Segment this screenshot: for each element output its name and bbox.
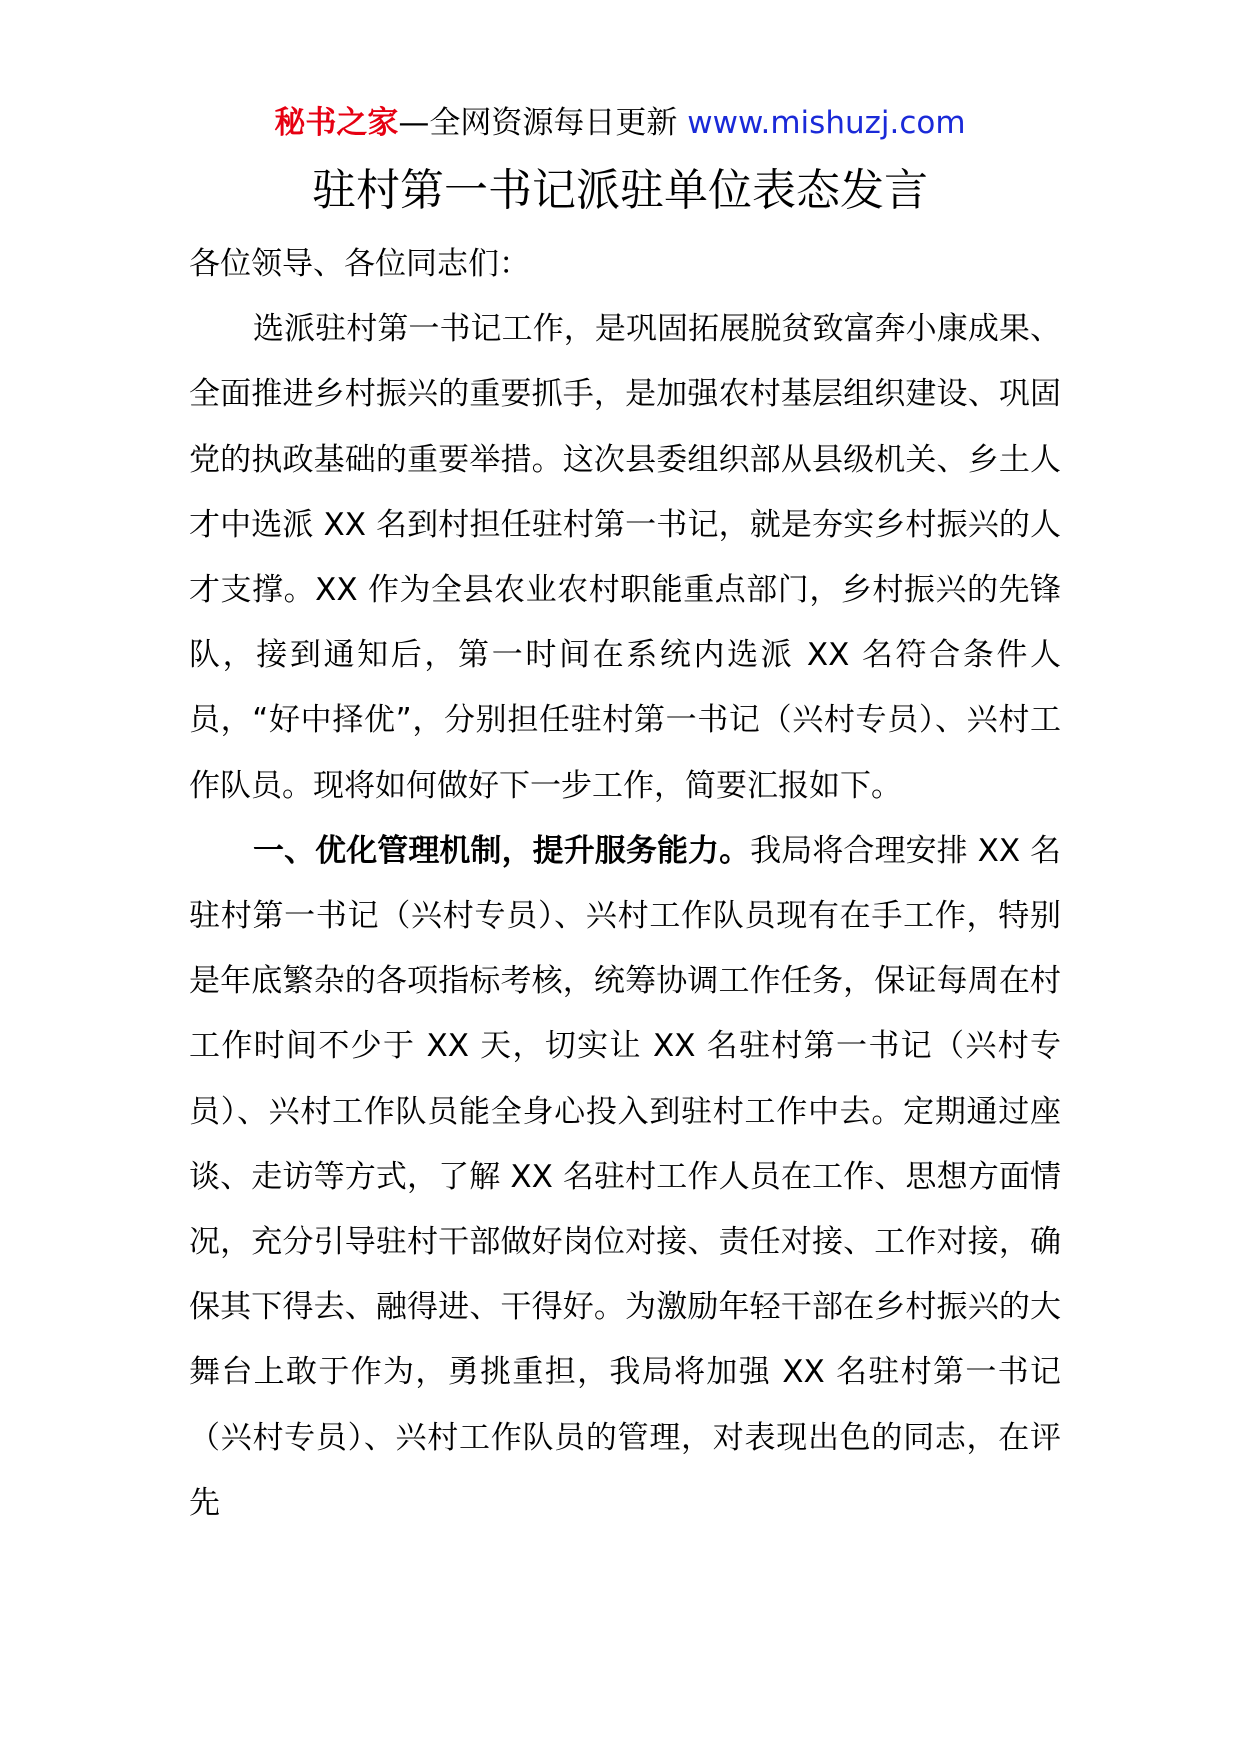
site-brand: 秘书之家: [274, 105, 399, 141]
document-body: [189, 232, 1061, 1536]
site-header: [0, 103, 1240, 143]
salutation: 各位领导、各位同志们：: [189, 246, 530, 282]
paragraph-intro: 选派驻村第一书记工作，是巩固拓展脱贫致富奔小康成果、全面推进乡村振兴的重要抓手，是加强农村基层组织建设、巩固党的执政基础的重要举措。这次县委组织部从县级机关、乡土人才中选派 XX 名到村担任驻村第一书记，就是夯实乡村振兴的人才支撑。XX 作为全县农业农村职能重点部门，乡村振兴的先锋队，接到通知后，第一时间在系统内选派 XX 名符合条件人员，“好中择优”，分别担任驻村第一书记（兴村专员）、兴村工作队员。现将如何做好下一步工作，简要汇报如下。: [189, 311, 1061, 804]
document-title: 驻村第一书记派驻单位表态发言: [312, 165, 928, 216]
section-1-text: 我局将合理安排 XX 名驻村第一书记（兴村专员）、兴村工作队员现有在手工作，特别是年底繁杂的各项指标考核，统筹协调工作任务，保证每周在村工作时间不少于 XX 天，切实让 XX 名驻村第一书记（兴村专员）、兴村工作队员能全身心投入到驻村工作中去。定期通过座谈、走访等方式，了解 XX 名驻村工作人员在工作、思想方面情况，充分引导驻村干部做好岗位对接、责任对接、工作对接，确保其下得去、融得进、干得好。为激励年轻干部在乡村振兴的大舞台上敢于作为，勇挑重担，我局将加强 XX 名驻村第一书记（兴村专员）、兴村工作队员的管理，对表现出色的同志，在评先: [189, 832, 1062, 1521]
site-url-link[interactable]: www.mishuzj.com: [687, 105, 966, 141]
site-slogan: —全网资源每日更新: [398, 105, 688, 141]
paragraph-section-1: [189, 819, 1061, 1536]
section-1-heading: 一、优化管理机制，提升服务能力。: [253, 832, 751, 869]
